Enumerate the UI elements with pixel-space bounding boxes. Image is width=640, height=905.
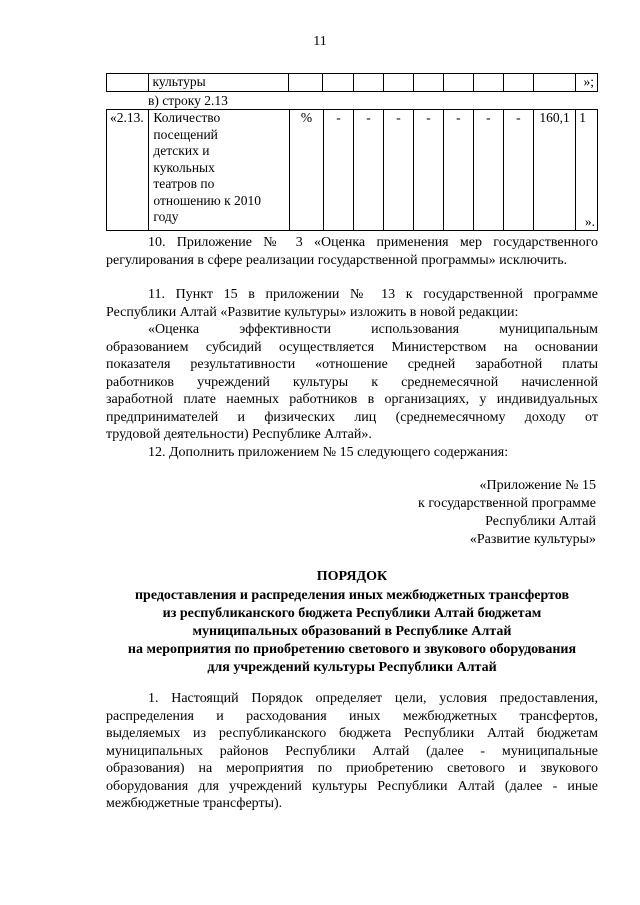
row-unit: % — [289, 110, 323, 231]
row-last: 1 ». — [576, 110, 598, 231]
appendix-header: «Приложение № 15 к государственной программе Республики Алтай «Развитие культуры» — [418, 478, 596, 547]
paragraph-10: 10. Приложение № 3 «Оценка применения мер государственного регулирования в сфере реализации государственной программы» исключить. — [106, 235, 598, 268]
row-dash: - — [473, 110, 503, 231]
row-dash: - — [324, 110, 354, 231]
row-number: «2.13. — [107, 110, 149, 231]
row-value: 160,1 — [533, 110, 575, 231]
table-cell-end: »; — [576, 74, 598, 92]
page-number: 11 — [313, 34, 327, 49]
point-1: 1. Настоящий Порядок определяет цели, условия предоставления, распределения и расходования иных межбюджетных трансфертов, выделяемых из республиканского бюджета Республики Алтай бюджетам муниципальных районов Республики Алтай (далее - муниципальные образования) на мероприятия по приобретению светового и звукового оборудования для учреждений культуры Республики Алтай (далее - иные межбюджетные трансферты). — [106, 691, 598, 811]
row-dash: - — [354, 110, 384, 231]
paragraph-12: 12. Дополнить приложением № 15 следующего содержания: — [148, 445, 509, 460]
quote-block: «Оценка эффективности использования муниципальным образованием субсидий осуществляется Министерством на основании показателя результативности «отношение средней заработной платы работников учреждений культуры к среднемесячной начисленной заработной плате наемных работников в организациях, у индивидуальных предпринимателей и физических лиц (среднемесячному доходу от трудовой деятельности) Республике Алтай». — [106, 322, 598, 442]
table-row-2-13 — [106, 109, 598, 231]
table-cell-label: культуры — [149, 74, 289, 92]
row-dash: - — [503, 110, 533, 231]
paragraph-11: 11. Пункт 15 в приложении № 13 к государственной программе Республики Алтай «Развитие культуры» изложить в новой редакции: — [106, 287, 598, 320]
table-top-row — [106, 73, 598, 92]
row-dash: - — [413, 110, 443, 231]
document-subtitle: предоставления и распределения иных межбюджетных трансфертов из республиканского бюджета Республики Алтай бюджетам муниципальных образований в Республике Алтай на мероприятия по приобретению светового и звукового оборудования для учреждений культуры Республики Алтай — [127, 588, 577, 675]
row-intro: в) строку 2.13 — [148, 93, 228, 108]
document-title: ПОРЯДОК — [316, 569, 388, 584]
row-dash: - — [443, 110, 473, 231]
row-name: Количество посещений детских и кукольных театров по отношению к 2010 году — [149, 110, 290, 231]
row-dash: - — [384, 110, 414, 231]
